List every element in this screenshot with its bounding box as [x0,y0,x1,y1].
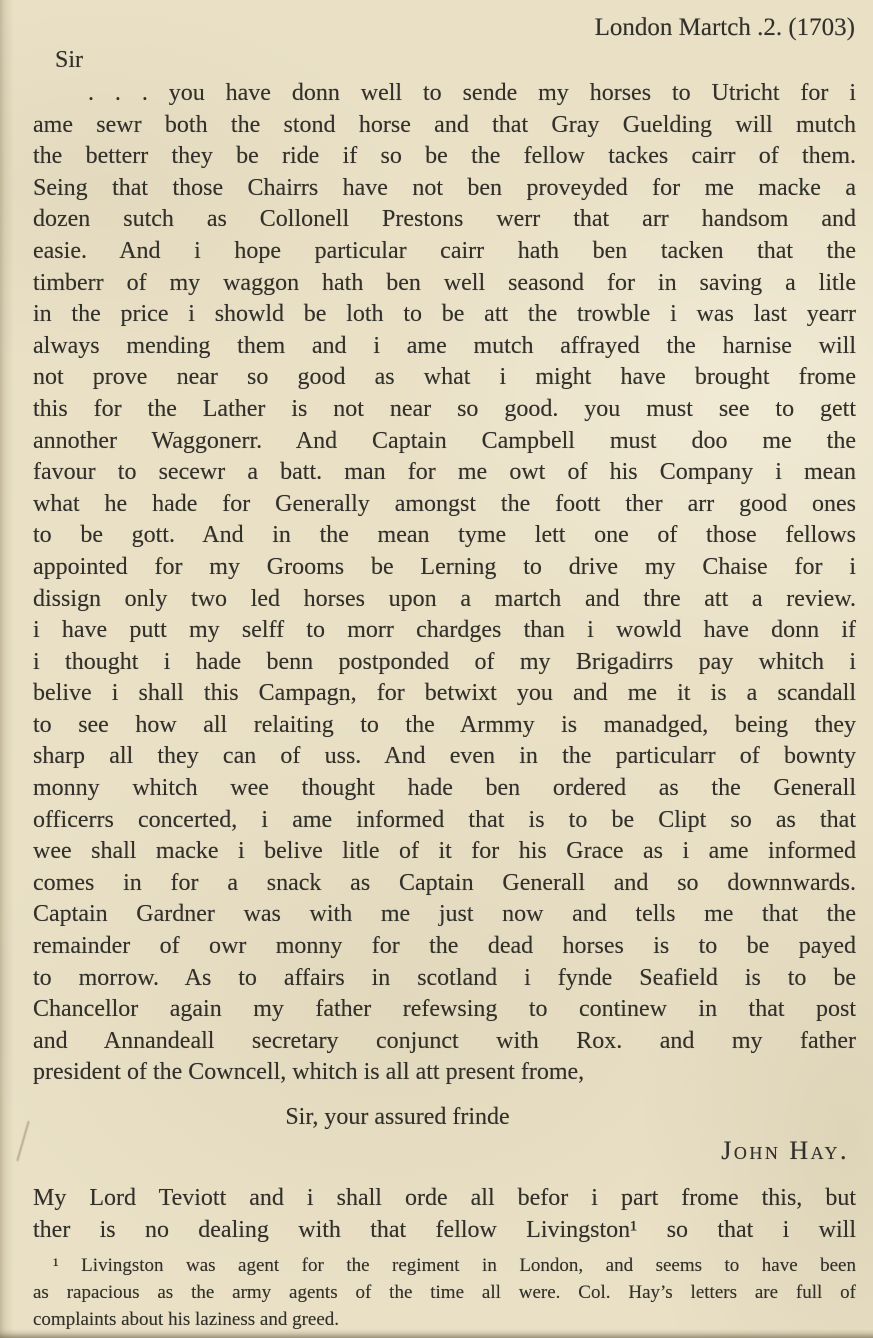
text-line: ame sewr both the stond horse and that Gray Guelding will mutch [33,111,856,138]
text-line: favour to secewr a batt. man for me owt of his Company i mean [33,459,856,486]
text-line: belive i shall this Campagn, for betwixt you and me it is a scandall [33,680,856,707]
letter-salutation: Sir [55,47,84,73]
text-line: appointed for my Grooms be Lerning to drive my Chaise for i [33,553,856,580]
text-line: as rapacious as the army agents of the time all were. Col. Hay’s letters are full of [33,1282,856,1303]
text-line: annother Waggonerr. And Captain Campbell must doo me the [33,427,856,454]
text-line: what he hade for Generally amongst the foott ther arr good ones [33,490,856,517]
text-line: to see how all relaiting to the Armmy is manadged, being they [33,711,856,738]
text-line: i have putt my selff to morr chardges than i wowld have donn if [33,617,856,644]
text-line: dozen sutch as Collonell Prestons werr that arr handsom and [33,206,856,233]
text-line: to morrow. As to affairs in scotland i fynde Seafield is to be [33,964,856,991]
text-line: officerrs concerted, i ame informed that is to be Clipt so as that [33,806,856,833]
text-line: the betterr they be ride if so be the fellow tackes cairr of them. [33,143,856,170]
footnote [33,1252,856,1333]
text-line: . . . you have donn well to sende my horses to Utricht for i [88,80,856,106]
text-line: i thought i hade benn postponded of my Brigadirrs pay whitch i [33,648,856,675]
text-line: sharp all they can of uss. And even in the particularr of bownty [33,743,856,770]
text-line: always mending them and i ame mutch affrayed the harnise will [33,332,856,359]
text-line: complaints about his laziness and greed. [33,1309,340,1330]
text-line: easie. And i hope particular cairr hath ben tacken that the [33,237,856,264]
text-line: this for the Lather is not near so good. you must see to gett [33,395,856,422]
text-line: ther is no dealing with that fellow Livingston¹ so that i will [33,1217,856,1243]
letter-dateline: London Martch .2. (1703) [594,14,855,41]
text-line: in the price i showld be loth to be att the trowble i was last yearr [33,301,856,328]
letter-closing: Sir, your assured frinde [285,1104,510,1130]
text-line: comes in for a snack as Captain Generall and so downnwards. [33,869,856,896]
letter-signature: John Hay. [721,1136,849,1165]
text-line: Captain Gardner was with me just now and tells me that the [33,901,856,928]
text-line: and Annandeall secretary conjunct with Rox. and my father [33,1027,856,1054]
text-line: wee shall macke i belive litle of it for his Grace as i ame informed [33,838,856,865]
text-line: Chancellor again my father refewsing to continew in that post [33,996,856,1023]
text-line: to be gott. And in the mean tyme lett one of those fellows [33,522,856,549]
text-line: ¹ Livingston was agent for the regiment in London, and seems to have been [53,1255,856,1276]
text-line: monny whitch wee thought hade ben ordered as the Generall [33,775,856,802]
letter-body [33,78,856,1089]
text-line: not prove near so good as what i might have brought frome [33,364,856,391]
text-line: president of the Cowncell, whitch is all att present frome, [33,1059,585,1086]
text-line: remainder of owr monny for the dead horses is to be payed [33,933,856,960]
text-line: dissign only two led horses upon a martch and thre att a review. [33,585,856,612]
text-line: My Lord Teviott and i shall orde all befor i part frome this, but [33,1185,856,1211]
text-line: Seing that those Chairrs have not ben proveyded for me macke a [33,174,856,201]
letter-postscript [33,1182,856,1246]
text-line: timberr of my waggon hath ben well seasond for in saving a litle [33,269,856,296]
